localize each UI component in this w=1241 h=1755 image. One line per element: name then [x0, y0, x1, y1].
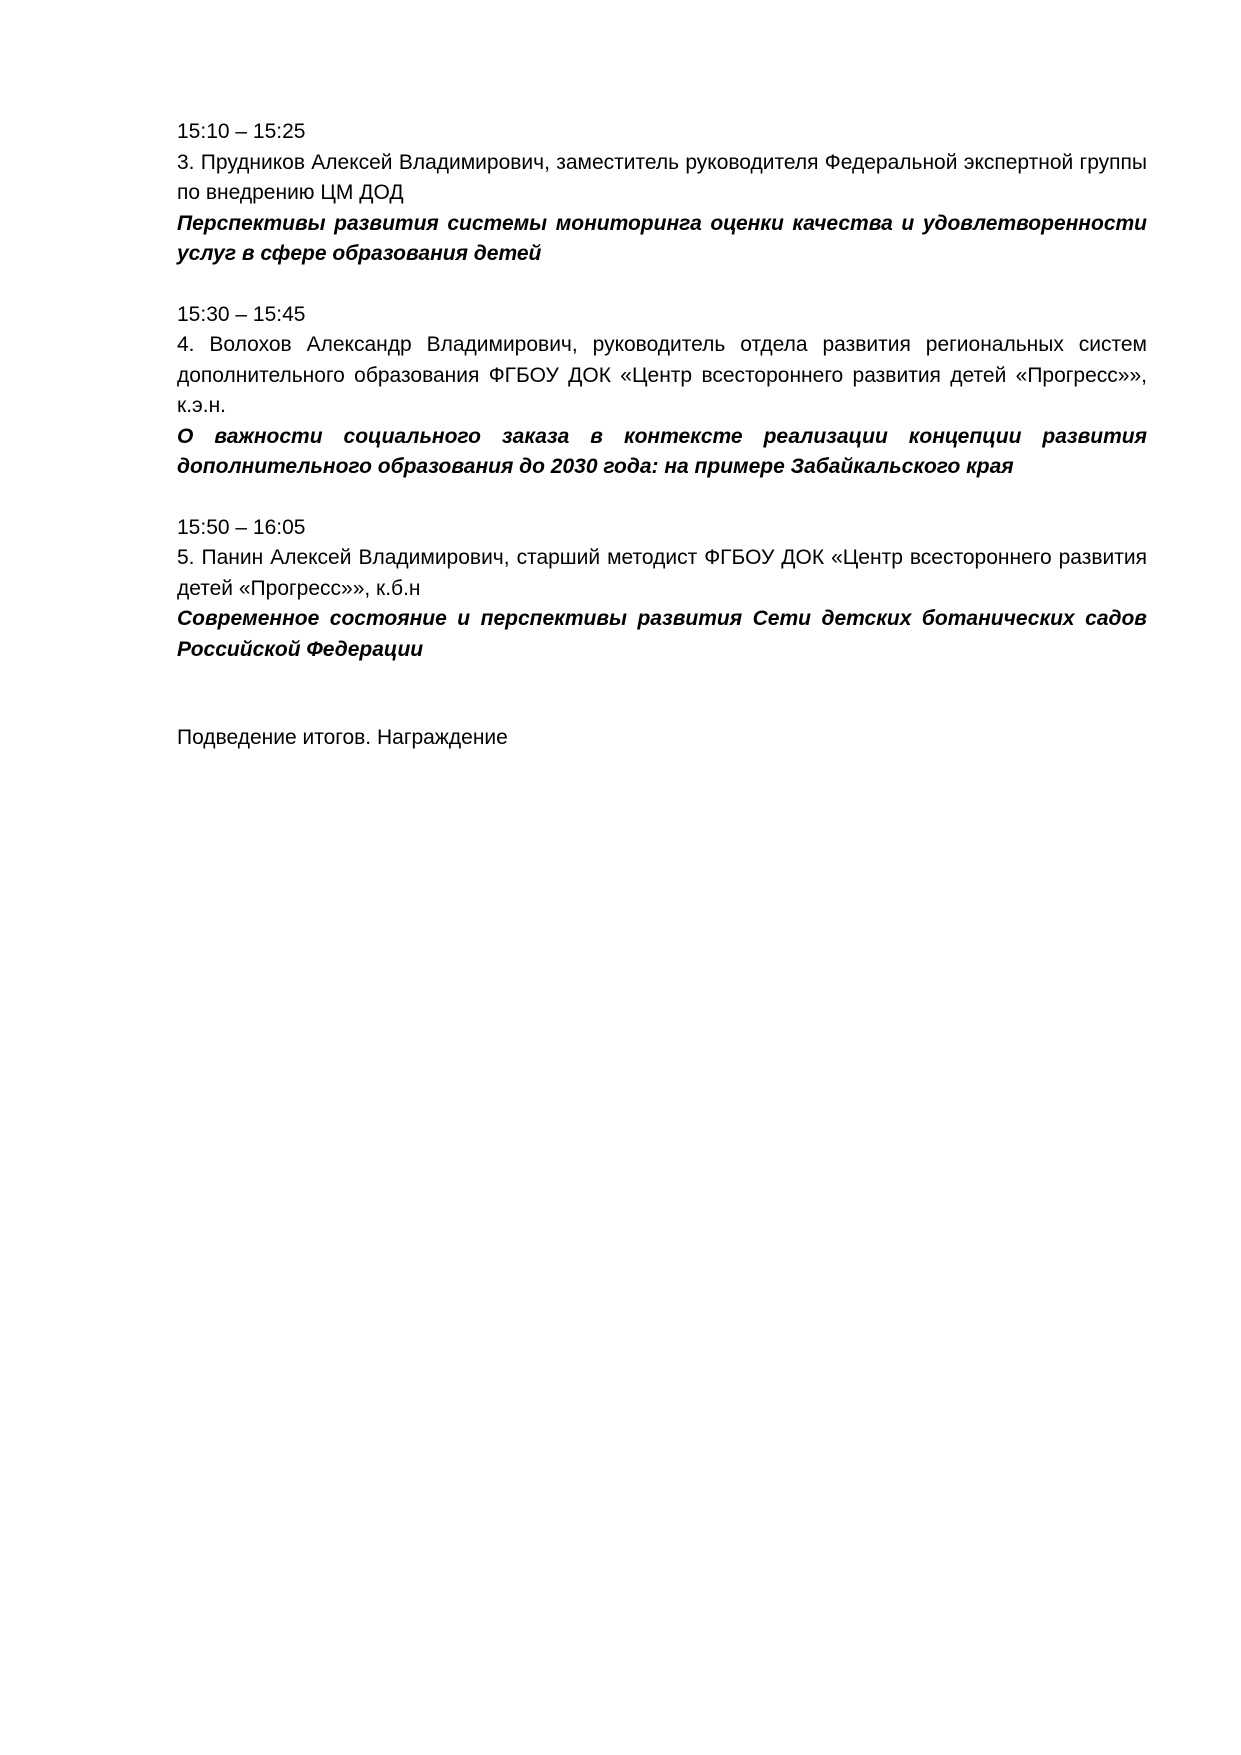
time-slot: 15:50 – 16:05 [177, 515, 306, 539]
program-entry [177, 513, 1147, 666]
program-content [177, 117, 1147, 754]
talk-topic: О важности социального заказа в контексте реализации концепции развития дополнительного образования до 2030 года: на примере Забайкальского края [177, 424, 1147, 478]
program-entry [177, 117, 1147, 270]
talk-topic: Перспективы развития системы мониторинга оценки качества и удовлетворенности услуг в сфере образования детей [177, 211, 1147, 265]
talk-topic: Современное состояние и перспективы развития Сети детских ботанических садов Российской Федерации [177, 607, 1147, 661]
closing-line: Подведение итогов. Награждение [177, 726, 508, 749]
speaker-info: 5. Панин Алексей Владимирович, старший методист ФГБОУ ДОК «Центр всестороннего развития детей «Прогресс»», к.б.н [177, 546, 1147, 600]
speaker-info: 3. Прудников Алексей Владимирович, заместитель руководителя Федеральной экспертной группы по внедрению ЦМ ДОД [177, 150, 1147, 204]
program-entry [177, 300, 1147, 483]
time-slot: 15:30 – 15:45 [177, 302, 306, 326]
time-slot: 15:10 – 15:25 [177, 120, 306, 143]
speaker-info: 4. Волохов Александр Владимирович, руководитель отдела развития региональных систем дополнительного образования ФГБОУ ДОК «Центр всестороннего развития детей «Прогресс»», к.э.н. [177, 333, 1147, 417]
